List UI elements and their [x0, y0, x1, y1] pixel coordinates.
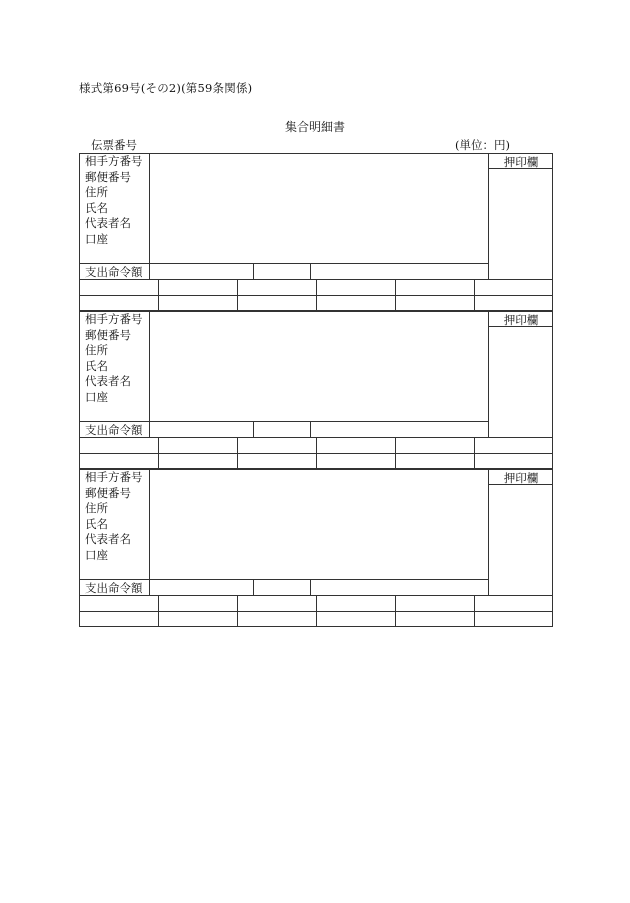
grid-column-line [316, 279, 317, 311]
representative-label: 代表者名 [85, 532, 131, 546]
grid-column-line [237, 595, 238, 627]
amount-cell-divider [310, 579, 311, 595]
party-field-labels [85, 312, 143, 405]
seal-divider [488, 469, 489, 595]
name-label: 氏名 [85, 200, 108, 215]
seal-divider [488, 153, 489, 279]
unit-label: (単位：円) [455, 138, 510, 152]
grid-column-line [158, 437, 159, 469]
name-label: 氏名 [85, 516, 108, 531]
grid-column-line [395, 437, 396, 469]
amount-cell-divider [253, 421, 254, 437]
grid-column-line [395, 595, 396, 627]
document-title: 集合明細書 [284, 120, 345, 134]
grid-column-line [237, 279, 238, 311]
seal-column-label: 押印欄 [503, 471, 539, 485]
grid-column-line [395, 279, 396, 311]
label-divider [149, 153, 150, 279]
postal-code-label: 郵便番号 [85, 169, 131, 184]
label-divider [149, 311, 150, 437]
representative-label: 代表者名 [85, 374, 131, 388]
detail-block [79, 153, 553, 311]
account-label: 口座 [85, 547, 108, 562]
name-label: 氏名 [85, 358, 108, 373]
account-label: 口座 [85, 231, 108, 246]
party-number-label: 相手方番号 [85, 470, 143, 484]
seal-column-label: 押印欄 [503, 155, 539, 169]
address-label: 住所 [85, 185, 108, 199]
grid-column-line [316, 437, 317, 469]
party-number-label: 相手方番号 [85, 312, 143, 326]
account-label: 口座 [85, 389, 108, 404]
grid-column-line [474, 437, 475, 469]
postal-code-label: 郵便番号 [85, 485, 131, 500]
grid-column-line [316, 595, 317, 627]
detail-block [79, 469, 553, 627]
amount-top-line [79, 579, 488, 580]
amount-cell-divider [253, 263, 254, 279]
payment-amount-label: 支出命令額 [85, 423, 143, 437]
payment-amount-label: 支出命令額 [85, 265, 143, 279]
party-field-labels [85, 470, 143, 563]
postal-code-label: 郵便番号 [85, 327, 131, 342]
grid-column-line [158, 595, 159, 627]
payment-amount-label: 支出命令額 [85, 581, 143, 595]
amount-cell-divider [310, 421, 311, 437]
party-field-labels [85, 154, 143, 247]
representative-label: 代表者名 [85, 216, 131, 230]
detail-block [79, 311, 553, 469]
grid-column-line [474, 595, 475, 627]
amount-cell-divider [310, 263, 311, 279]
amount-top-line [79, 263, 488, 264]
seal-divider [488, 311, 489, 437]
grid-column-line [474, 279, 475, 311]
grid-column-line [237, 437, 238, 469]
amount-cell-divider [253, 579, 254, 595]
address-label: 住所 [85, 501, 108, 515]
amount-top-line [79, 421, 488, 422]
party-number-label: 相手方番号 [85, 154, 143, 168]
form-number-label: 様式第69号(その2)(第59条関係) [79, 81, 253, 95]
grid-column-line [158, 279, 159, 311]
slip-number-label: 伝票番号 [91, 138, 137, 152]
label-divider [149, 469, 150, 595]
address-label: 住所 [85, 343, 108, 357]
seal-column-label: 押印欄 [503, 313, 539, 327]
